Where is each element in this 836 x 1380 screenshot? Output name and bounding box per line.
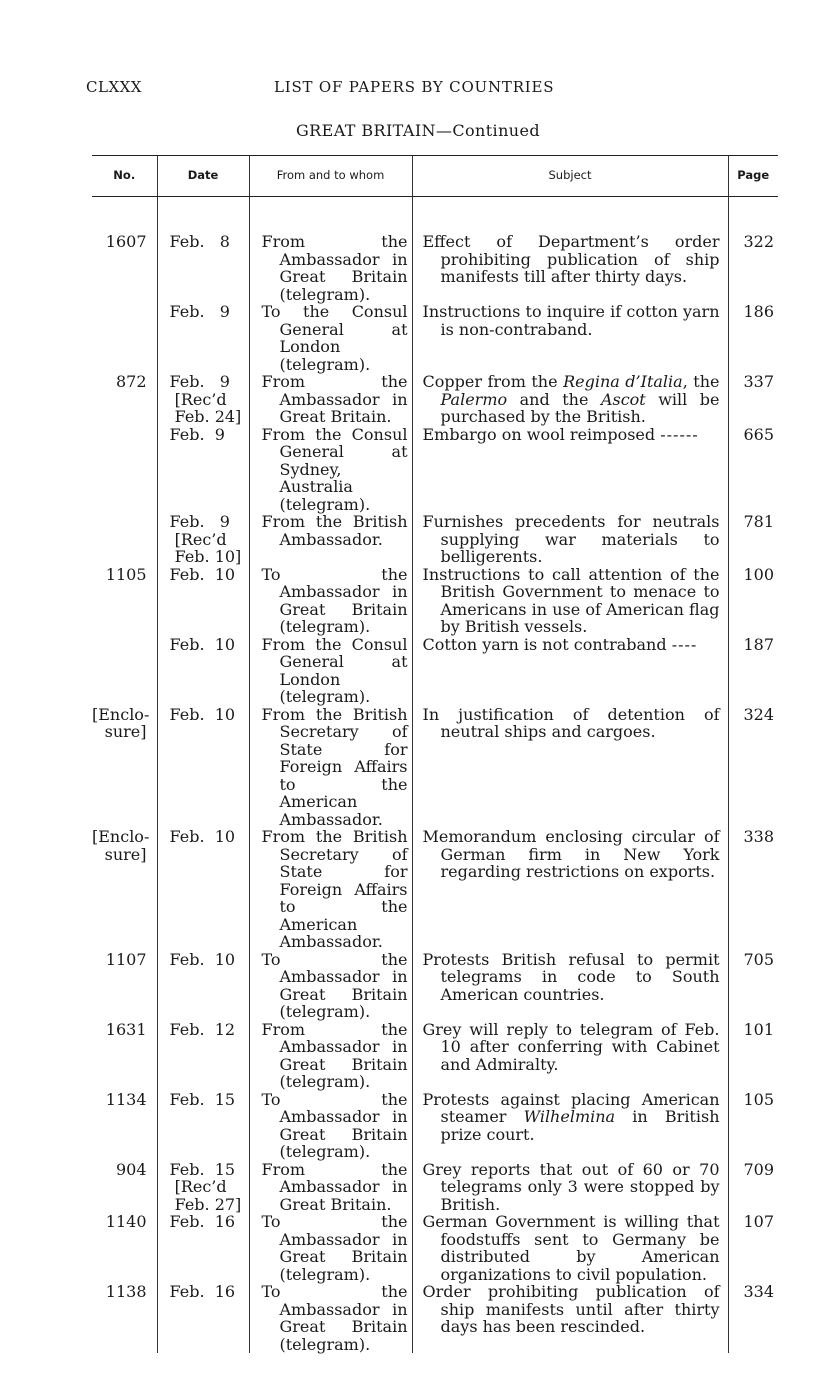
table-row [92, 1161, 778, 1214]
paper-number [92, 951, 157, 1021]
paper-from-to [249, 1091, 412, 1161]
paper-date [157, 303, 249, 373]
paper-page: 107 [728, 1213, 778, 1283]
paper-subject [412, 951, 728, 1021]
paper-date [157, 1091, 249, 1161]
paper-date-line: Feb. 8 [169, 232, 230, 251]
paper-date [157, 1213, 249, 1283]
paper-subject-text: Copper from the Regina d’Italia, the Palermo and the Ascot will be purchased by the British. [422, 372, 720, 426]
running-title: LIST OF PAPERS BY COUNTRIES [274, 78, 555, 96]
paper-date-line: Feb. 15 [169, 1159, 236, 1179]
table-body [92, 197, 778, 1354]
paper-from-to [249, 1213, 412, 1283]
section-title: GREAT BRITAIN—Continued [296, 121, 540, 140]
table-row [92, 1021, 778, 1091]
table-row [92, 303, 778, 373]
paper-subject-text: Memorandum enclosing circular of German firm in New York regarding restrictions on exports. [422, 827, 720, 881]
table-row [92, 513, 778, 566]
paper-page: 324 [728, 706, 778, 829]
paper-subject [412, 233, 728, 303]
paper-date [157, 233, 249, 303]
paper-date [157, 828, 249, 951]
paper-number-line: sure] [104, 844, 147, 864]
column-header-date: Date [157, 156, 249, 197]
paper-from-to-text: To the Ambassador in Great Britain (telegram). [261, 1212, 408, 1284]
paper-from-to [249, 566, 412, 636]
paper-page: 337 [728, 373, 778, 426]
paper-number [92, 233, 157, 303]
paper-date-line: Feb. 10 [169, 949, 236, 969]
paper-from-to [249, 1161, 412, 1214]
paper-date [157, 373, 249, 426]
paper-from-to-text: From the British Secretary of State for Foreign Affairs to the American Ambassador. [261, 704, 408, 829]
paper-date [157, 1021, 249, 1091]
paper-from-to-text: To the Ambassador in Great Britain (telegram). [261, 564, 408, 636]
paper-date-line: Feb. 10 [169, 634, 236, 654]
paper-subject [412, 373, 728, 426]
paper-subject [412, 706, 728, 829]
paper-from-to-text: To the Ambassador in Great Britain (telegram). [261, 949, 408, 1021]
paper-from-to [249, 426, 412, 514]
table-header [92, 156, 778, 197]
table-row [92, 426, 778, 514]
paper-subject-text: Protests British refusal to permit telegrams in code to South American countries. [422, 949, 720, 1004]
table-row [92, 1213, 778, 1283]
paper-date-line: Feb. 12 [169, 1019, 236, 1039]
paper-from-to-text: From the Ambassador in Great Britain (telegram). [261, 1019, 408, 1091]
table-row [92, 1283, 778, 1353]
paper-from-to-text: From the British Secretary of State for Foreign Affairs to the American Ambassador. [261, 827, 408, 951]
paper-from-to-text: To the Ambassador in Great Britain (telegram). [261, 1089, 408, 1161]
paper-from-to-text: To the Ambassador in Great Britain (telegram). [261, 1282, 408, 1354]
table-row [92, 951, 778, 1021]
paper-subject [412, 513, 728, 566]
paper-from-to-text: From the Consul General at Sydney, Australia (telegram). [261, 424, 408, 514]
paper-number-line: 1140 [105, 1212, 147, 1231]
paper-subject [412, 426, 728, 514]
paper-date-line: Feb. 10 [169, 827, 236, 846]
paper-subject [412, 1091, 728, 1161]
paper-number-line: 904 [115, 1159, 147, 1179]
column-header-page: Page [728, 156, 778, 197]
table-row [92, 828, 778, 951]
paper-date-line: Feb. 9 [169, 424, 225, 444]
paper-subject-text: German Government is willing that foodstuffs sent to Germany be distributed by American organizations to civil population. [422, 1212, 720, 1284]
paper-number-line: 1607 [105, 232, 147, 251]
paper-subject [412, 566, 728, 636]
page-number: CLXXX [86, 78, 142, 96]
paper-page: 334 [728, 1283, 778, 1353]
paper-subject [412, 636, 728, 706]
paper-page: 105 [728, 1091, 778, 1161]
paper-from-to [249, 1283, 412, 1353]
table-row [92, 706, 778, 829]
paper-number-line: 1134 [105, 1089, 147, 1109]
paper-number [92, 636, 157, 706]
paper-date-line: Feb. 10 [169, 704, 236, 724]
paper-date [157, 706, 249, 829]
paper-from-to [249, 706, 412, 829]
column-header-subject: Subject [412, 156, 728, 197]
paper-subject-text: Furnishes precedents for neutrals supplying war materials to belligerents. [422, 512, 720, 566]
paper-number [92, 1021, 157, 1091]
paper-page: 186 [728, 303, 778, 373]
table-row [92, 636, 778, 706]
paper-date [157, 566, 249, 636]
paper-page: 338 [728, 828, 778, 951]
header-gap [92, 197, 778, 234]
paper-subject-text: Order prohibiting publication of ship manifests until after thirty days has been rescinded. [422, 1282, 720, 1336]
paper-subject [412, 828, 728, 951]
paper-from-to-text: From the Ambassador in Great Britain (telegram). [261, 232, 408, 304]
paper-page: 665 [728, 426, 778, 514]
paper-number-line: 1138 [105, 1282, 147, 1301]
paper-date [157, 636, 249, 706]
paper-number-line: 1631 [105, 1019, 147, 1039]
paper-date [157, 426, 249, 514]
paper-from-to-text: From the Consul General at London (telegram). [261, 634, 408, 706]
paper-subject-text: Grey will reply to telegram of Feb. 10 after conferring with Cabinet and Admiralty. [422, 1019, 720, 1074]
paper-subject-text: In justification of detention of neutral ships and cargoes. [422, 704, 720, 741]
paper-date-line: Feb. 10] [169, 547, 242, 566]
paper-from-to [249, 828, 412, 951]
leader-dashes: ---- [671, 634, 698, 654]
column-header-no: No. [92, 156, 157, 197]
paper-subject-text: Cotton yarn is not contraband ---- [422, 634, 698, 654]
paper-date-line: Feb. 16 [169, 1212, 236, 1231]
paper-from-to [249, 233, 412, 303]
paper-from-to [249, 303, 412, 373]
paper-date [157, 1283, 249, 1353]
paper-subject-text: Protests against placing American steamer Wilhelmina in British prize court. [422, 1089, 720, 1144]
paper-number [92, 1283, 157, 1353]
paper-number-line: sure] [104, 722, 147, 741]
page-header [86, 78, 780, 100]
paper-page: 322 [728, 233, 778, 303]
paper-date-line: Feb. 24] [169, 407, 242, 426]
table-row [92, 233, 778, 303]
paper-number-line: 1105 [105, 564, 147, 584]
paper-date-line: [Rec’d [169, 1177, 227, 1196]
paper-number [92, 426, 157, 514]
paper-date [157, 513, 249, 566]
paper-date-line: Feb. 9 [169, 372, 230, 391]
paper-from-to [249, 373, 412, 426]
paper-date-line: Feb. 27] [169, 1194, 242, 1214]
paper-date-line: [Rec’d [169, 389, 227, 409]
paper-from-to [249, 951, 412, 1021]
table-row [92, 373, 778, 426]
paper-number [92, 1213, 157, 1283]
paper-subject [412, 1283, 728, 1353]
paper-date-line: Feb. 9 [169, 512, 230, 531]
paper-date-line: Feb. 9 [169, 302, 230, 321]
paper-subject-text: Instructions to call attention of the British Government to menace to Americans in use of American flag by British vessels. [422, 564, 720, 636]
paper-number [92, 303, 157, 373]
table-row [92, 566, 778, 636]
paper-page: 187 [728, 636, 778, 706]
papers-table [92, 155, 778, 1353]
paper-date-line: Feb. 16 [169, 1282, 236, 1301]
paper-subject-text: Instructions to inquire if cotton yarn is non-contraband. [422, 302, 720, 339]
paper-from-to [249, 513, 412, 566]
paper-number-line: [Enclo- [92, 827, 150, 846]
paper-number [92, 1091, 157, 1161]
paper-from-to [249, 636, 412, 706]
paper-subject-text: Embargo on wool reimposed ------ [422, 424, 699, 444]
paper-number [92, 706, 157, 829]
paper-number-line: 872 [115, 372, 147, 391]
paper-number [92, 1161, 157, 1214]
paper-page: 101 [728, 1021, 778, 1091]
paper-subject [412, 303, 728, 373]
leader-dashes: ------ [660, 424, 699, 444]
paper-subject-text: Effect of Department’s order prohibiting publication of ship manifests till after thirty days. [422, 232, 720, 286]
paper-page: 705 [728, 951, 778, 1021]
paper-from-to [249, 1021, 412, 1091]
paper-from-to-text: From the Ambassador in Great Britain. [261, 1159, 408, 1214]
paper-from-to-text: From the British Ambassador. [261, 512, 408, 549]
column-header-from: From and to whom [249, 156, 412, 197]
paper-number-line: [Enclo- [92, 704, 150, 724]
paper-date-line: Feb. 10 [169, 564, 236, 584]
paper-subject [412, 1213, 728, 1283]
paper-number [92, 828, 157, 951]
paper-date [157, 951, 249, 1021]
paper-number [92, 566, 157, 636]
paper-from-to-text: To the Consul General at London (telegram). [261, 302, 408, 374]
paper-date-line: [Rec’d [169, 529, 227, 549]
paper-page: 100 [728, 566, 778, 636]
table-row [92, 1091, 778, 1161]
paper-from-to-text: From the Ambassador in Great Britain. [261, 372, 408, 426]
paper-subject [412, 1021, 728, 1091]
paper-date-line: Feb. 15 [169, 1089, 236, 1109]
paper-page: 709 [728, 1161, 778, 1214]
paper-page: 781 [728, 513, 778, 566]
paper-number [92, 513, 157, 566]
paper-number-line: 1107 [105, 949, 147, 969]
paper-subject [412, 1161, 728, 1214]
paper-number [92, 373, 157, 426]
paper-date [157, 1161, 249, 1214]
paper-subject-text: Grey reports that out of 60 or 70 telegrams only 3 were stopped by British. [422, 1159, 720, 1214]
